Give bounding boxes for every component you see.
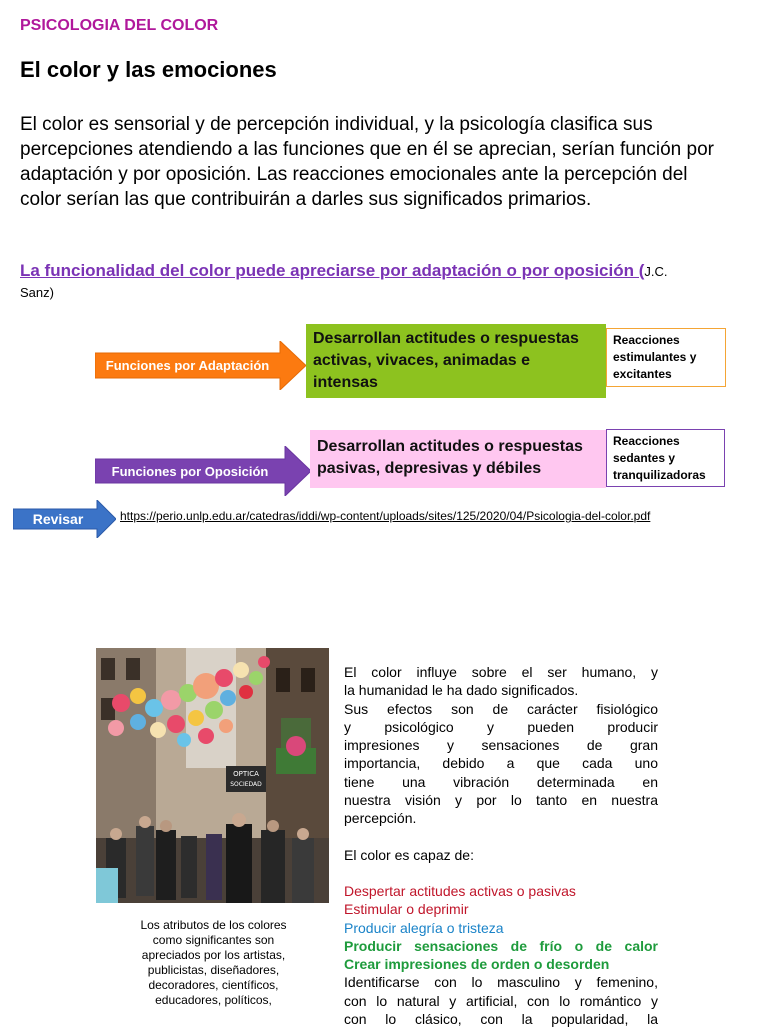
caption-line: Los atributos de los colores (140, 918, 287, 932)
paragraph-line: percepción. (344, 810, 417, 827)
caption-line: apreciados por los artistas, (141, 948, 286, 962)
caption-line: como significantes son (152, 933, 275, 947)
tail-line: con lo clásico, con la popularidad, la (344, 1011, 658, 1028)
paragraph-line: tiene una vibración determinada en (344, 773, 658, 790)
citation-author: J.C. (644, 264, 668, 279)
functionality-title: La funcionalidad del color puede apreciarse por adaptación o por oposición ( (20, 261, 645, 280)
effect-item: Estimular o deprimir (344, 901, 469, 918)
photo-illustration (96, 648, 329, 903)
paragraph-line: nuestra visión y por lo tanto en nuestra (344, 792, 658, 809)
caption-line: educadores, políticos, (155, 993, 272, 1007)
section-label: PSICOLOGIA DEL COLOR (20, 17, 219, 34)
intro-line: adaptación y por oposición. Las reacciones emocionales ante la percepción del (20, 164, 688, 185)
photo-caption (116, 918, 311, 1008)
shop-sign-line2: SOCIEDAD (230, 781, 262, 788)
capable-intro: El color es capaz de: (344, 846, 474, 863)
adaptation-reaction: Reacciones estimulantes y excitantes (606, 328, 726, 387)
street-balloons-photo (96, 648, 329, 903)
review-arrow[interactable] (13, 500, 116, 538)
citation-author-end: Sanz) (20, 285, 54, 300)
opposition-description: Desarrollan actitudes o respuestas pasivas, depresivas y débiles (310, 430, 606, 488)
paragraph-line: Sus efectos son de carácter fisiológico (344, 700, 658, 717)
page-title: El color y las emociones (20, 57, 277, 82)
functionality-heading (20, 261, 746, 281)
adaptation-description: Desarrollan actitudes o respuestas activas, vivaces, animadas e intensas (306, 324, 606, 398)
review-label: Revisar (32, 511, 84, 527)
tail-line: Identificarse con lo masculino y femenino, (344, 974, 658, 991)
effect-item: Producir alegría o tristeza (344, 919, 504, 936)
opposition-arrow (95, 446, 311, 496)
intro-line: color serían las que contribuirán a darles sus significados primarios. (20, 189, 592, 210)
caption-line: decoradores, científicos, (148, 978, 279, 992)
effect-item: Crear impresiones de orden o desorden (344, 956, 610, 973)
adaptation-label: Funciones por Adaptación (105, 358, 270, 373)
paragraph-line: El color influye sobre el ser humano, y (344, 664, 658, 680)
paragraph-line: importancia, debido a que cada uno (344, 755, 658, 772)
paragraph-line: impresiones y sensaciones de gran (344, 737, 658, 754)
intro-line: El color es sensorial y de percepción individual, y la psicología clasifica sus (20, 114, 653, 135)
review-link[interactable]: https://perio.unlp.edu.ar/catedras/iddi/wp-content/uploads/sites/125/2020/04/Psicologia-del-color.pdf (120, 509, 651, 523)
intro-paragraph (20, 112, 742, 212)
effect-item: Despertar actitudes activas o pasivas (344, 882, 576, 899)
caption-line: publicistas, diseñadores, (147, 963, 280, 977)
paragraph-line: y psicológico y pueden producir (344, 718, 658, 735)
opposition-label: Funciones por Oposición (111, 463, 269, 479)
color-influence-text (344, 663, 658, 1028)
adaptation-arrow (95, 341, 306, 390)
intro-line: percepciones atendiendo a las funciones que en él se aprecian, serían función por (20, 139, 714, 160)
opposition-reaction: Reacciones sedantes y tranquilizadoras (606, 429, 725, 487)
shop-sign-line1: OPTICA (233, 770, 259, 778)
paragraph-line: la humanidad le ha dado significados. (344, 682, 579, 699)
effect-item: Producir sensaciones de frío o de calor (344, 937, 658, 954)
tail-line: con lo natural y artificial, con lo romántico y (344, 992, 658, 1009)
